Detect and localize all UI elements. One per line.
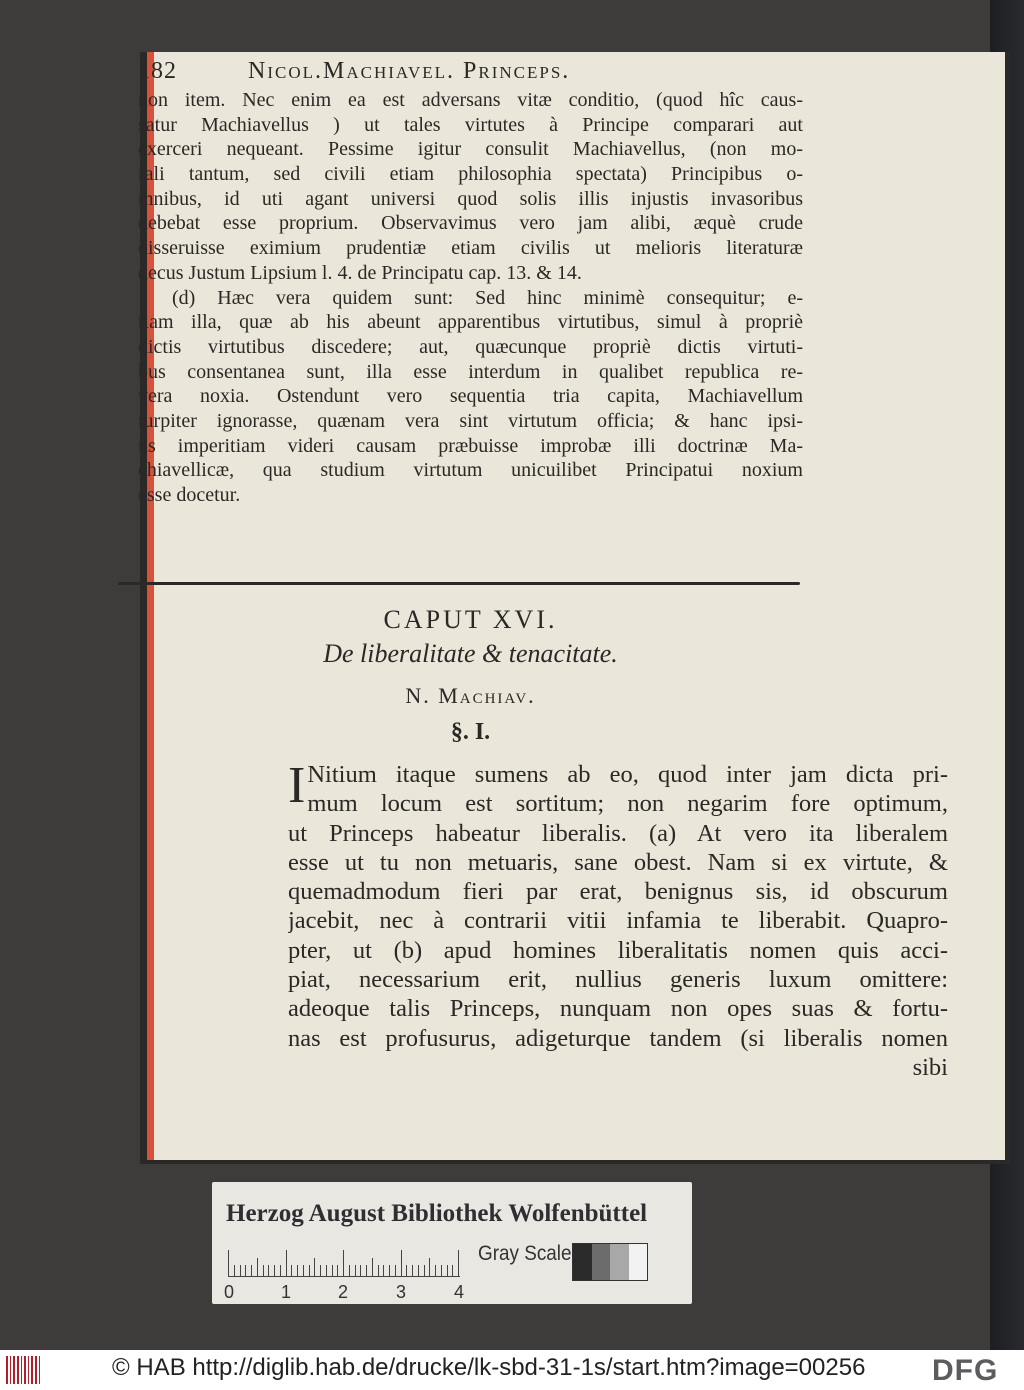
- text-line: ut Princeps habeatur liberalis. (a) At vero ita liberalem: [288, 819, 948, 847]
- footnote-line: tiam illa, quæ ab his abeunt apparentibus virtutibus, simul à propriè: [138, 311, 803, 334]
- measurement-ruler: [228, 1248, 460, 1277]
- text-line: mum locum est sortitum; non negarim fore optimum,: [307, 790, 948, 818]
- barcode-bar: [35, 1356, 37, 1384]
- ruler-number: 3: [396, 1282, 407, 1302]
- barcode-bar: [31, 1356, 33, 1384]
- footnote-line: esse docetur.: [138, 484, 241, 506]
- gray-swatch: [592, 1244, 611, 1280]
- ruler-tick: [263, 1265, 264, 1276]
- barcode-bar: [13, 1356, 15, 1384]
- footnote-line: non item. Nec enim ea est adversans vitæ conditio, (quod hîc caus-: [138, 89, 803, 111]
- ruler-tick: [360, 1265, 361, 1276]
- ruler-number: 2: [338, 1282, 349, 1302]
- gray-swatch: [629, 1244, 648, 1280]
- section-mark: §. I.: [450, 719, 491, 745]
- ruler-tick: [309, 1265, 310, 1276]
- footnote-line: dictis virtutibus discedere; aut, quæcunque propriè dictis virtuti-: [138, 335, 803, 358]
- footnote-line: chiavellicæ, qua studium virtutum unicuilibet Principatui noxium: [138, 459, 803, 482]
- ruler-numbers: [224, 1282, 484, 1302]
- barcode-bar: [6, 1356, 8, 1384]
- ruler-tick: [435, 1265, 436, 1276]
- chapter-divider-rule: [118, 582, 800, 585]
- ruler-tick: [314, 1258, 315, 1276]
- footnote-line: satur Machiavellus ) ut tales virtutes à Principe comparari aut: [138, 113, 803, 136]
- barcode-bar: [28, 1356, 29, 1384]
- text-line: adeoque talis Princeps, nunquam non opes suas & fortu-: [288, 995, 948, 1023]
- text-line: quemadmodum fieri par erat, benignus sis, id obscurum: [288, 878, 948, 906]
- ruler-tick: [383, 1265, 384, 1276]
- barcode-bar: [24, 1356, 26, 1384]
- barcode-bar: [17, 1356, 19, 1384]
- main-text: [288, 757, 948, 1082]
- chapter-heading: [138, 605, 803, 749]
- library-name: Herzog August Bibliothek Wolfenbüttel: [226, 1200, 648, 1227]
- footnote-line: decus Justum Lipsium l. 4. de Principatu cap. 13. & 14.: [138, 261, 582, 284]
- footnote-line: rali tantum, sed civili etiam philosophia spectata) Principibus o-: [138, 163, 803, 186]
- ruler-tick: [458, 1250, 459, 1276]
- text-line: pter, ut (b) apud homines liberalitatis nomen quis acci-: [288, 936, 948, 964]
- gray-swatch: [573, 1244, 592, 1280]
- ruler-tick: [349, 1265, 350, 1276]
- chapter-title: CAPUT XVI.: [383, 605, 558, 634]
- ruler-tick: [257, 1258, 258, 1276]
- barcode-bar: [39, 1356, 40, 1384]
- ruler-tick: [274, 1265, 275, 1276]
- ruler-tick: [240, 1265, 241, 1276]
- text-line: piat, necessarium erit, nullius generis luxum omittere:: [288, 966, 948, 994]
- running-header: [138, 56, 803, 86]
- ruler-number: 1: [281, 1282, 292, 1302]
- ruler-tick: [452, 1265, 453, 1276]
- barcode-bar: [10, 1356, 11, 1384]
- ruler-tick: [268, 1265, 269, 1276]
- footnote-block: [138, 88, 803, 508]
- barcode-icon: [6, 1356, 46, 1384]
- footnote-line: (d) Hæc vera quidem sunt: Sed hinc minimè consequitur; e-: [172, 286, 803, 309]
- text-line: Nitium itaque sumens ab eo, quod inter jam dicta pri-: [307, 761, 948, 788]
- footnote-line: bus consentanea sunt, illa esse interdum in qualibet republica re-: [138, 360, 803, 383]
- drop-cap: I: [288, 757, 306, 814]
- page-content: [138, 56, 803, 508]
- text-line: nas est profusurus, adigeturque tandem (si liberalis nomen: [288, 1024, 948, 1052]
- text-line: esse ut tu non metuaris, sane obest. Nam si ex virtute, &: [288, 848, 948, 876]
- footnote-line: turpiter ignorasse, quænam vera sint virtutum officia; & hanc ipsi-: [138, 409, 803, 432]
- footnote-line: us imperitiam videri causam præbuisse improbæ illi doctrinæ Ma-: [138, 434, 803, 457]
- ruler-tick: [228, 1250, 229, 1276]
- barcode-bar: [21, 1356, 22, 1384]
- gray-swatch: [610, 1244, 629, 1280]
- catchword: sibi: [912, 1053, 948, 1081]
- footnote-line: vera noxia. Ostendunt vero sequentia tria capita, Machiavellum: [138, 385, 803, 408]
- ruler-tick: [286, 1250, 287, 1276]
- ruler-number: 0: [224, 1282, 235, 1302]
- ruler-number: 4: [454, 1282, 465, 1302]
- ruler-tick: [291, 1265, 292, 1276]
- ruler-tick: [412, 1265, 413, 1276]
- ruler-tick: [366, 1265, 367, 1276]
- color-reference-card: [212, 1182, 692, 1304]
- ruler-tick: [424, 1265, 425, 1276]
- ruler-tick: [332, 1265, 333, 1276]
- ruler-tick: [406, 1265, 407, 1276]
- ruler-tick: [447, 1265, 448, 1276]
- ruler-tick: [297, 1265, 298, 1276]
- ruler-tick: [355, 1265, 356, 1276]
- viewer-footer: [0, 1350, 1024, 1390]
- footnote-line: exerceri nequeant. Pessime igitur consulit Machiavellus, (non mo-: [138, 138, 803, 161]
- gray-scale-swatches: [572, 1243, 648, 1281]
- ruler-tick: [389, 1265, 390, 1276]
- ruler-tick: [429, 1258, 430, 1276]
- ruler-tick: [280, 1265, 281, 1276]
- page-number: 182: [138, 57, 177, 84]
- ruler-tick: [337, 1265, 338, 1276]
- author-heading: N. Machiav.: [405, 683, 536, 708]
- ruler-tick: [245, 1265, 246, 1276]
- ruler-tick: [395, 1265, 396, 1276]
- ruler-tick: [378, 1265, 379, 1276]
- ruler-tick: [326, 1265, 327, 1276]
- ruler-tick: [343, 1250, 344, 1276]
- copyright-link[interactable]: © HAB http://diglib.hab.de/drucke/lk-sbd-31-1s/start.htm?image=00256: [112, 1354, 866, 1381]
- text-line: jacebit, nec à contrarii vitii infamia te liberabit. Quapro-: [288, 907, 948, 935]
- ruler-tick: [320, 1265, 321, 1276]
- dfg-logo: DFG: [932, 1354, 999, 1387]
- ruler-tick: [418, 1265, 419, 1276]
- ruler-tick: [441, 1265, 442, 1276]
- ruler-tick: [303, 1265, 304, 1276]
- ruler-tick: [251, 1265, 252, 1276]
- running-title: Nicol.Machiavel. Princeps.: [248, 57, 571, 84]
- ruler-tick: [234, 1265, 235, 1276]
- gray-scale-label: Gray Scale: [478, 1242, 572, 1265]
- chapter-subtitle: De liberalitate & tenacitate.: [323, 639, 618, 668]
- footnote-line: disseruisse eximium prudentiæ etiam civilis ut melioris literaturæ: [138, 237, 803, 260]
- footnote-line: debebat esse proprium. Observavimus vero jam alibi, æquè crude: [138, 212, 803, 235]
- ruler-tick: [401, 1250, 402, 1276]
- footnote-line: mnibus, id uti agant universi quod solis illis injustis invasoribus: [138, 187, 803, 210]
- ruler-tick: [372, 1258, 373, 1276]
